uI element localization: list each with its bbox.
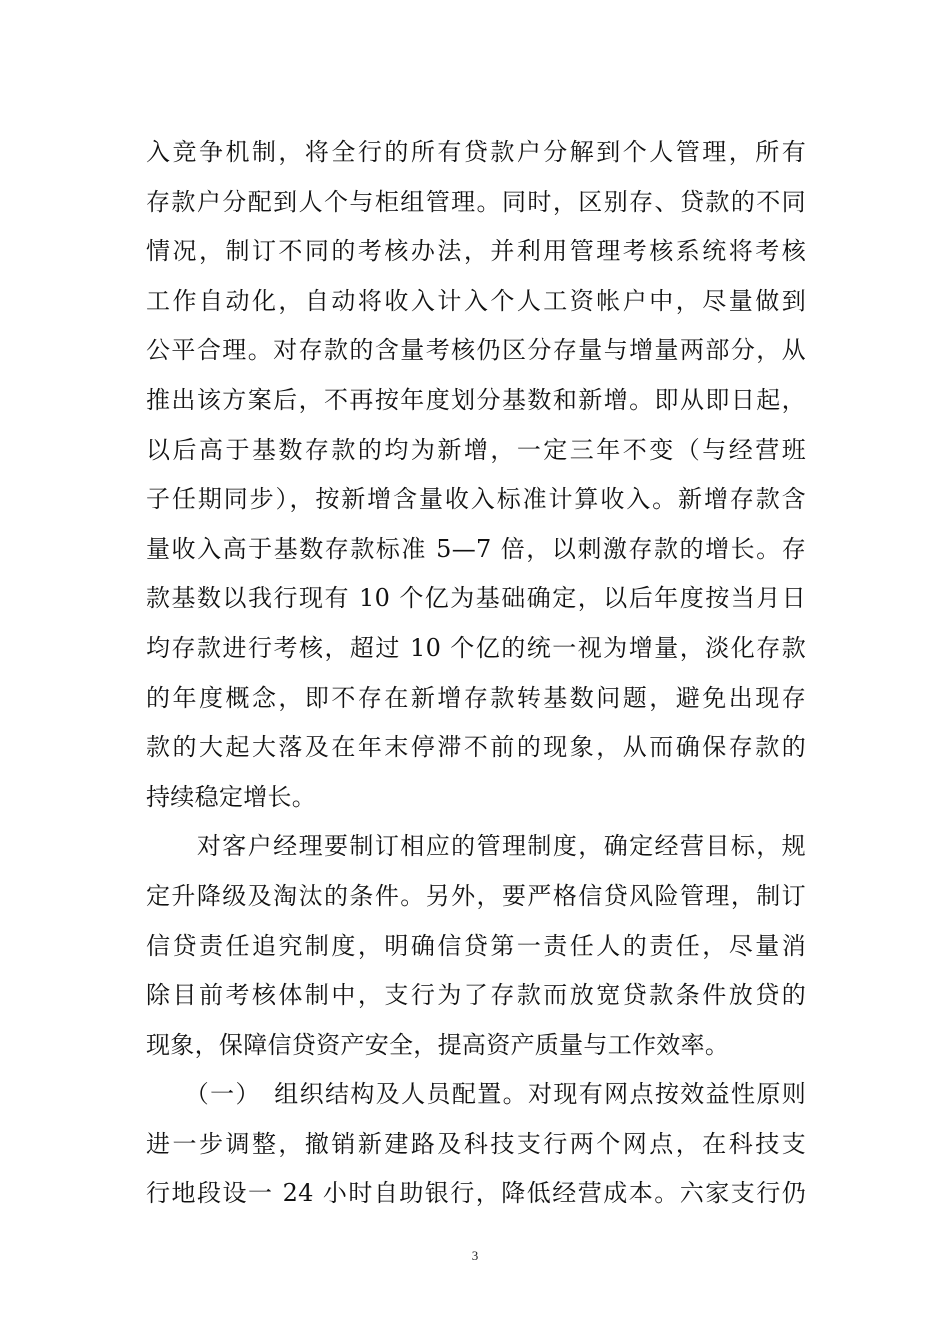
text-line: 推出该方案后，不再按年度划分基数和新增。即从即日起， — [146, 385, 806, 414]
text-line: 款基数以我行现有 10 个亿为基础确定，以后年度按当月日 — [146, 584, 806, 613]
text-line: 除目前考核体制中，支行为了存款而放宽贷款条件放贷的 — [146, 981, 806, 1010]
text-line: 现象，保障信贷资产安全，提高资产质量与工作效率。 — [146, 1030, 730, 1059]
text-line: 进一步调整，撤销新建路及科技支行两个网点，在科技支 — [146, 1129, 806, 1158]
text-line: 行地段设一 24 小时自助银行，降低经营成本。六家支行仍 — [146, 1179, 806, 1208]
text-line: 存款户分配到人个与柜组管理。同时，区别存、贷款的不同 — [146, 187, 806, 216]
text-line: 以后高于基数存款的均为新增，一定三年不变（与经营班 — [146, 435, 806, 464]
text-line: 公平合理。对存款的含量考核仍区分存量与增量两部分，从 — [146, 336, 806, 365]
text-line: 入竞争机制，将全行的所有贷款户分解到个人管理，所有 — [146, 138, 806, 166]
text-line: 量收入高于基数存款标准 5—7 倍，以刺激存款的增长。存 — [146, 534, 806, 563]
text-line: 定升降级及淘汰的条件。另外，要严格信贷风险管理，制订 — [146, 881, 806, 910]
text-line: 款的大起大落及在年末停滞不前的现象，从而确保存款的 — [146, 733, 806, 762]
text-line: 工作自动化，自动将收入计入个人工资帐户中，尽量做到 — [146, 286, 806, 315]
text-line: 情况，制订不同的考核办法，并利用管理考核系统将考核 — [146, 237, 806, 266]
text-line: 均存款进行考核，超过 10 个亿的统一视为增量，淡化存款 — [146, 633, 806, 662]
text-line: 信贷责任追究制度，明确信贷第一责任人的责任，尽量消 — [146, 931, 806, 960]
text-line: 对客户经理要制订相应的管理制度，确定经营目标，规 — [146, 832, 806, 861]
page-number: 3 — [471, 1248, 479, 1263]
text-line: 持续稳定增长。 — [146, 782, 317, 811]
body-text — [146, 128, 806, 1219]
text-line: 子任期同步），按新增含量收入标准计算收入。新增存款含 — [146, 485, 806, 514]
text-line: 的年度概念，即不存在新增存款转基数问题，避免出现存 — [146, 683, 806, 712]
text-line: （一） 组织结构及人员配置。对现有网点按效益性原则 — [146, 1080, 806, 1109]
